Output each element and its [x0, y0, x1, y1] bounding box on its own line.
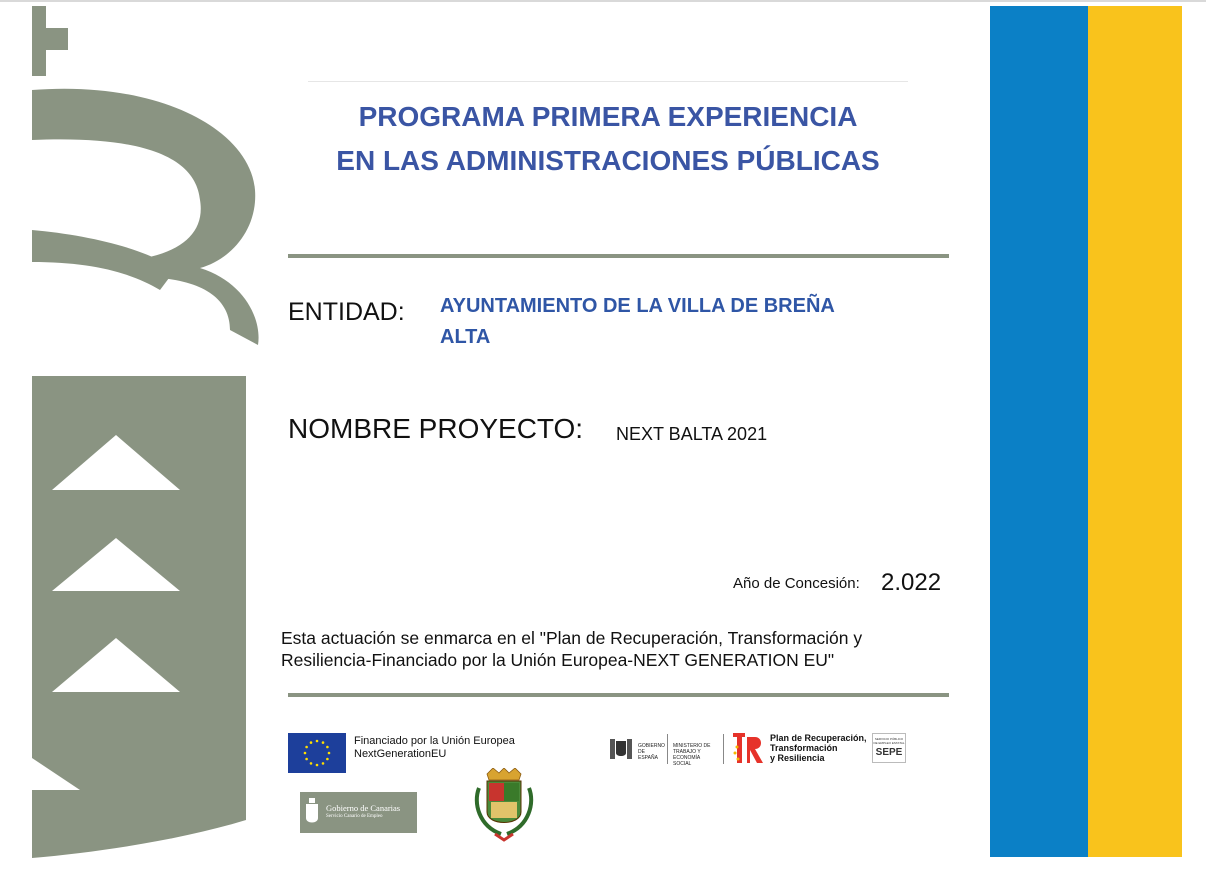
canarias-emblem: [0, 0, 270, 860]
canarias-text-line-2: Servicio Canario de Empleo: [326, 814, 383, 819]
eu-funding-line-1: Financiado por la Unión Europea: [354, 735, 515, 747]
canarias-shield-icon: [305, 798, 319, 826]
proyecto-value: NEXT BALTA 2021: [616, 424, 768, 444]
plan-recuperacion-text: [770, 733, 867, 763]
section-divider-top: [288, 254, 949, 258]
sepe-small-text: SERVICIO PÚBLICO DE EMPLEO ESTATAL: [873, 737, 905, 745]
entidad-value-line-1: AYUNTAMIENTO DE LA VILLA DE BREÑA: [440, 295, 835, 317]
logo-separator-1: [667, 734, 668, 764]
eu-funding-line-2: NextGenerationEU: [354, 748, 447, 760]
plan-line-2: Transformación: [770, 743, 838, 753]
canarias-text-line-1: Gobierno de Canarias: [326, 803, 401, 813]
section-divider-bottom: [288, 693, 949, 697]
logo-separator-2: [723, 734, 724, 764]
funding-description: [281, 627, 931, 671]
gobierno-espana-text: GOBIERNO DE ESPAÑA: [638, 743, 665, 761]
prtr-logo-icon: [733, 733, 765, 763]
description-line-2: Resiliencia-Financiado por la Unión Europea-NEXT GENERATION EU": [281, 650, 835, 670]
proyecto-label: NOMBRE PROYECTO:: [288, 413, 584, 444]
entidad-label: ENTIDAD:: [288, 298, 405, 326]
flag-blue-stripe: [990, 6, 1088, 857]
sepe-text: SEPE: [875, 747, 903, 758]
eu-funding-text: [354, 735, 515, 761]
concesion-value: 2.022: [881, 569, 942, 596]
gobierno-canarias-logo: [300, 792, 417, 833]
eu-flag-icon: [288, 733, 346, 773]
concesion-label: Año de Concesión:: [733, 575, 860, 592]
spain-coat-of-arms-icon: [608, 737, 634, 761]
page-title: [300, 95, 916, 183]
brena-alta-coat-of-arms-icon: [473, 768, 535, 843]
entidad-value-line-2: ALTA: [440, 326, 491, 348]
ministerio-text: MINISTERIO DE TRABAJO Y ECONOMÍA SOCIAL: [673, 743, 711, 767]
plan-line-1: Plan de Recuperación,: [770, 733, 867, 743]
sepe-logo: [872, 733, 906, 763]
top-divider: [308, 81, 908, 82]
entidad-value: [440, 291, 920, 353]
description-line-1: Esta actuación se enmarca en el "Plan de Recuperación, Transformación y: [281, 628, 863, 648]
plan-line-3: y Resiliencia: [770, 753, 825, 763]
title-line-2: EN LAS ADMINISTRACIONES PÚBLICAS: [336, 145, 880, 176]
flag-yellow-stripe: [1088, 6, 1182, 857]
title-line-1: PROGRAMA PRIMERA EXPERIENCIA: [358, 101, 858, 132]
